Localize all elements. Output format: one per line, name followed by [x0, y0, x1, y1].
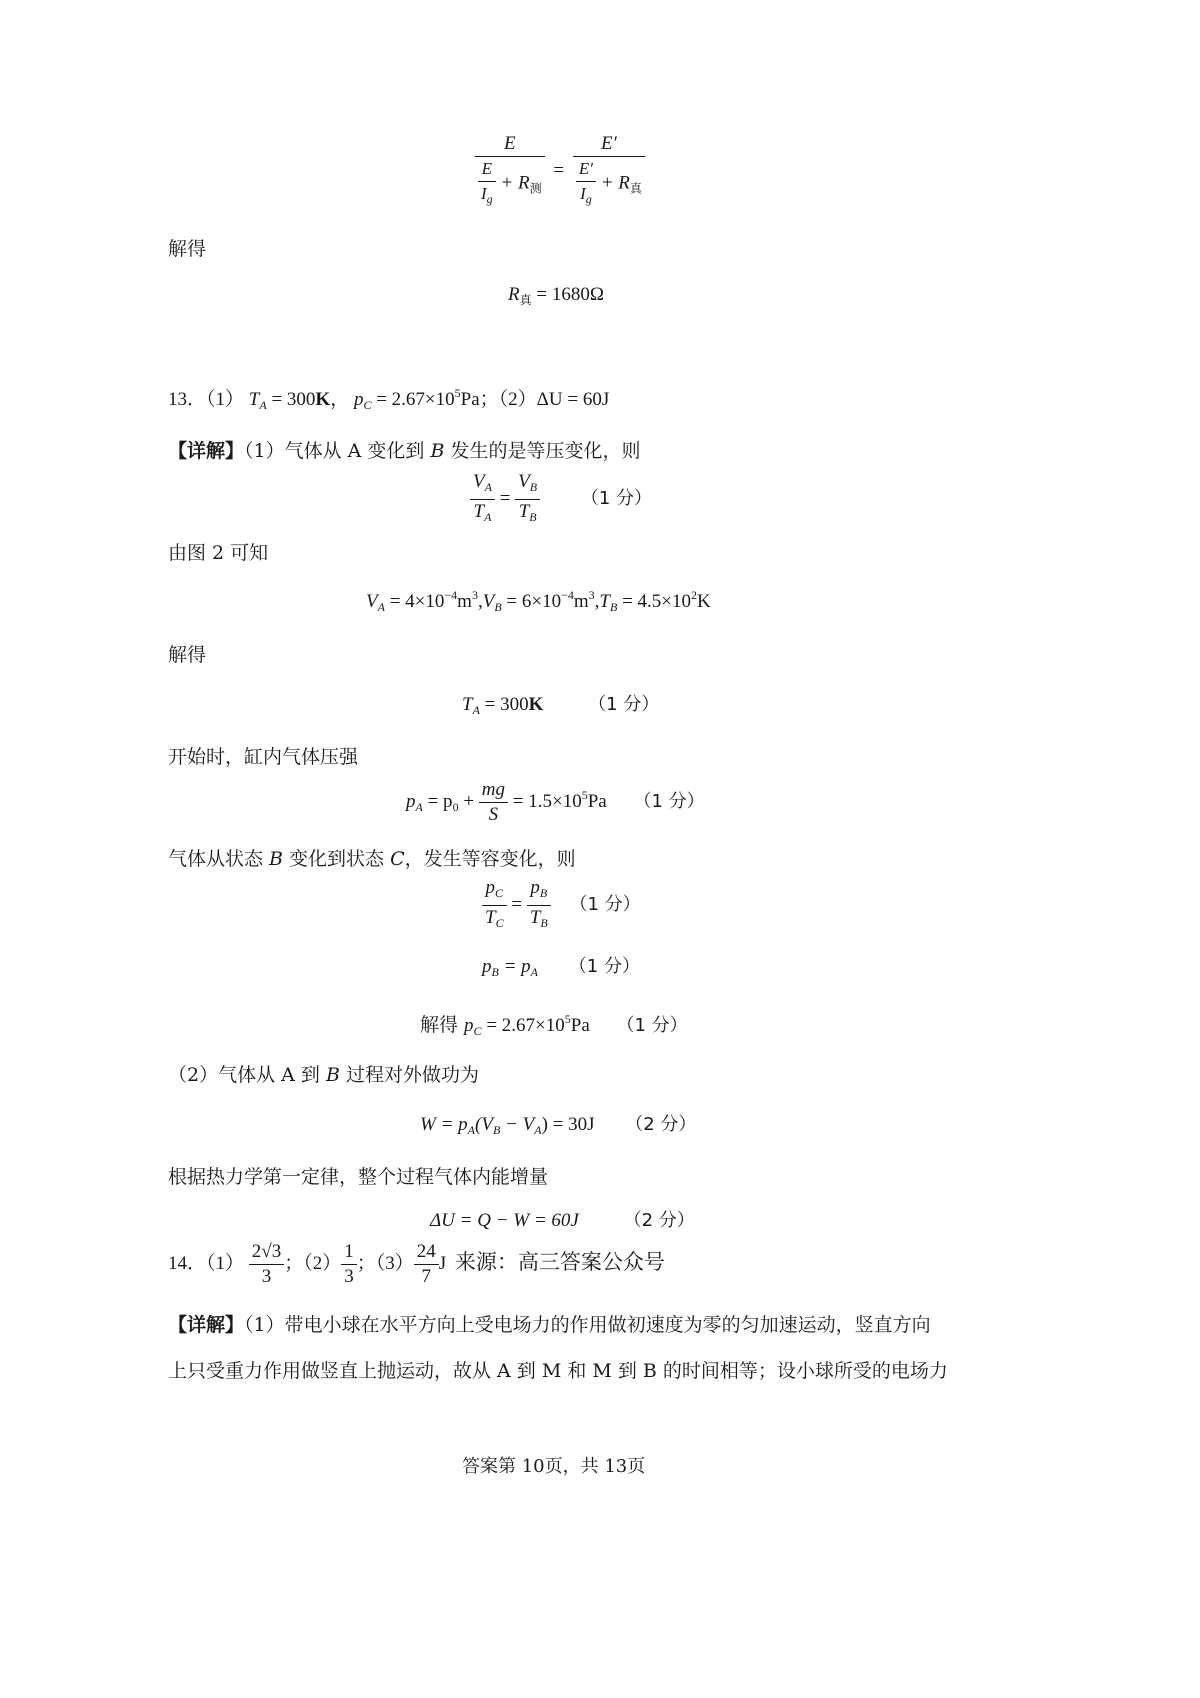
- r-true-equation: $R_真 = 1680\Omega$: [508, 284, 604, 307]
- ratio-right-fraction: E′ $\frac{E'}{I_g}$ + $R_真$: [573, 132, 645, 211]
- score-label: （1 分）: [568, 956, 640, 977]
- ratio-left-fraction: E $\frac{E}{I_g}$ + $R_测$: [475, 132, 545, 211]
- eq-isochoric: $\frac{p_C}{T_C}$ = $\frac{p_B}{T_B}$ （1 分）: [482, 876, 641, 935]
- score-label: （1 分）: [580, 487, 653, 509]
- eq-initial-pressure: $p_A = p_0$ + $\frac{mg}{S}$ = $1.5\times 10^5Pa$ （1 分）: [406, 779, 705, 825]
- eq-values: $V_A = 4\times 10^{-4}m^3,V_B = 6\times 10^{-4}m^3,T_B = 4.5\times 10^2K$: [366, 588, 711, 614]
- start-pressure-text: 开始时，缸内气体压强: [168, 746, 359, 768]
- score-label: （2 分）: [625, 1114, 697, 1135]
- q13-heading: 13．（1） $T_A = 300K$， $p_C = 2.67\times 10^5Pa$；（2）ΔU = 60J: [168, 386, 610, 412]
- ratio-equation: E $\frac{E}{I_g}$ + $R_测$ = E′ $\frac{E'}{I_g}$ + $R_真$: [475, 132, 645, 211]
- score-label: （1 分）: [633, 790, 705, 812]
- jiede-label-2: 解得: [168, 644, 207, 666]
- score-label: （1 分）: [588, 694, 660, 715]
- source-note: 来源：高三答案公众号: [454, 1249, 665, 1274]
- score-label: （1 分）: [569, 893, 641, 915]
- eq-pb-pa: $p_B = p_A$ （1 分）: [482, 956, 640, 979]
- thermo-first-law-text: 根据热力学第一定律，整个过程气体内能增量: [168, 1166, 549, 1188]
- score-label: （2 分）: [623, 1210, 695, 1231]
- eq-work: $W = p_A(V_B - V_A) = 30J$ （2 分）: [420, 1114, 697, 1137]
- score-label: （1 分）: [616, 1015, 688, 1036]
- eq-pc-result: 解得 $p_C = 2.67\times 10^5Pa$ （1 分）: [420, 1012, 688, 1038]
- eq-internal-energy: ΔU = Q − W = 60J （2 分）: [430, 1210, 695, 1231]
- eq-isobaric: $\frac{V_A}{T_A}$ = $\frac{V_B}{T_B}$ （1 分）: [470, 470, 652, 529]
- bc-change-text: 气体从状态 B 变化到状态 C，发生等容变化，则: [168, 848, 576, 870]
- part2-work-text: （2）气体从 A 到 B 过程对外做功为: [168, 1064, 479, 1086]
- from-figure-text: 由图 2 可知: [168, 542, 269, 564]
- q14-detail-line1: 【详解】（1）带电小球在水平方向上受电场力的作用做初速度为零的匀加速运动，竖直方向: [168, 1314, 931, 1336]
- page-footer: 答案第 10页，共 13页: [462, 1456, 646, 1477]
- q14-heading: 14．（1） $\frac{2√3}{3}$ ；（2） $\frac{1}{3}$ ；（3） $\frac{24}{7}$ J 来源：高三答案公众号: [168, 1241, 665, 1287]
- eq-ta-result: $T_A = 300K$ （1 分）: [462, 694, 660, 717]
- q14-detail-line2: 上只受重力作用做竖直上抛运动，故从 A 到 M 和 M 到 B 的时间相等；设小球所受的电场力: [168, 1360, 948, 1382]
- q13-detail-line: 【详解】（1）气体从 A 变化到 B 发生的是等压变化，则: [168, 440, 641, 462]
- jiede-label-1: 解得: [168, 238, 207, 260]
